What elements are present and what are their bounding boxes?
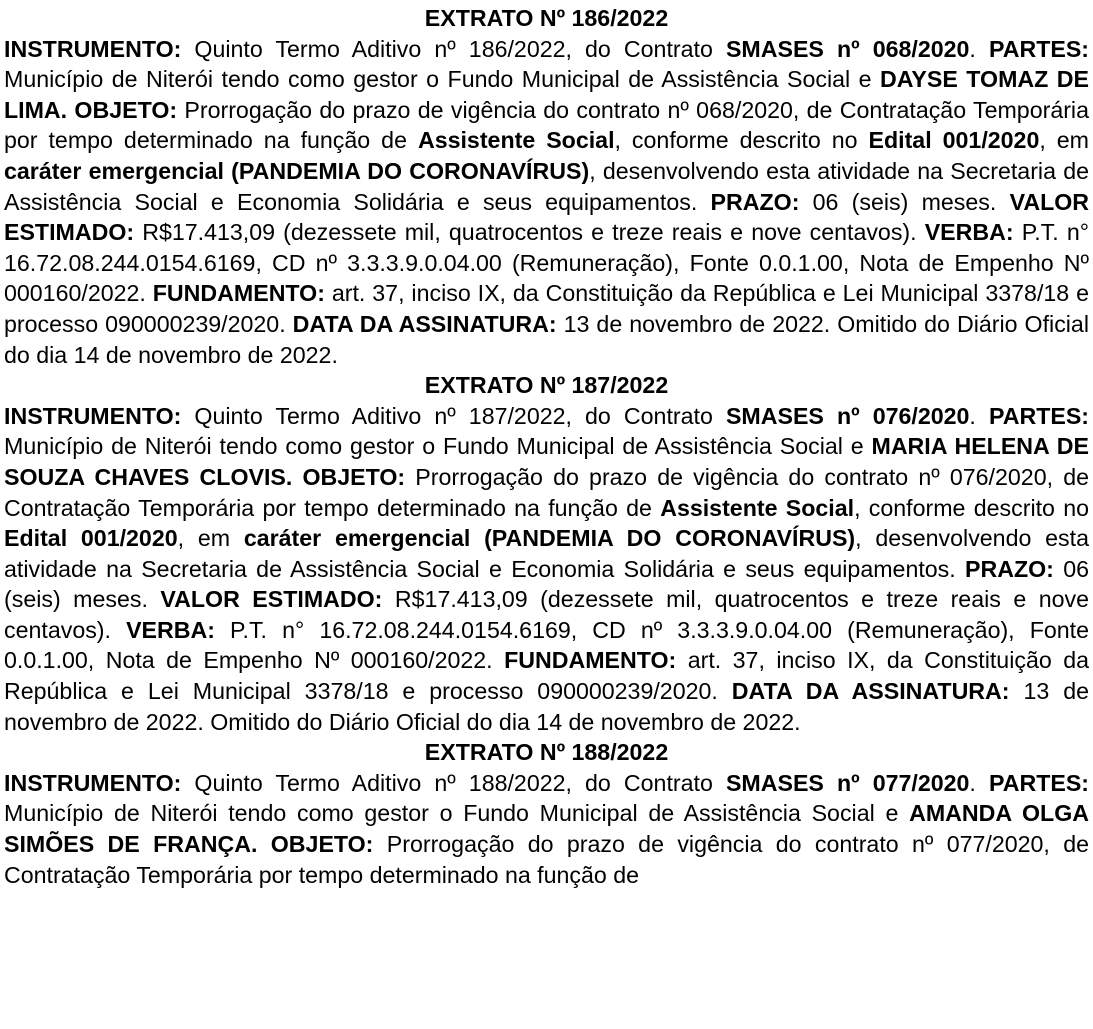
bold-text-run: Assistente Social (417, 127, 615, 154)
bold-text-run: Edital 001/2020 (4, 525, 178, 552)
bold-text-run: caráter emergencial (PANDEMIA DO CORONAVÍRUS) (4, 157, 590, 184)
text-run: Município de Niterói tendo como gestor o Fundo Municipal de Assistência Social e (4, 66, 881, 93)
bold-text-run: PARTES: (988, 769, 1090, 796)
extrato-187 (4, 370, 1089, 737)
bold-text-run: DATA DA ASSINATURA: (731, 678, 1010, 705)
text-run: , conforme descrito no (614, 127, 869, 154)
bold-text-run: Edital 001/2020 (868, 127, 1040, 154)
bold-text-run: SMASES nº 068/2020 (725, 35, 970, 62)
text-run: R$17.413,09 (dezessete mil, quatrocentos e treze reais e nove centavos). (134, 219, 925, 246)
text-run: , desenvolvendo esta atividade na Secretaria de Assistência Social e Economia Solidária e seus equipamentos. (4, 157, 1090, 215)
text-run: Município de Niterói tendo como gestor o Fundo Municipal de Assistência Social e (4, 800, 910, 827)
text-run: . (969, 769, 989, 796)
text-run: P.T. n° 16.72.08.244.0154.6169, CD nº 3.3.3.9.0.04.00 (Remuneração), Fonte 0.0.1.00, Nota de Empenho Nº 000160/2022. (4, 219, 1089, 307)
bold-text-run: MARIA HELENA DE SOUZA CHAVES CLOVIS. OBJETO: (4, 433, 1089, 490)
text-run: 13 de novembro de 2022. Omitido do Diário Oficial do dia 14 de novembro de 2022. (4, 678, 1089, 735)
bold-text-run: VALOR ESTIMADO: (160, 586, 383, 613)
text-run: , conforme descrito no (854, 494, 1090, 521)
bold-text-run: SMASES nº 076/2020 (725, 402, 970, 429)
text-run: P.T. n° 16.72.08.244.0154.6169, CD nº 3.3.3.9.0.04.00 (Remuneração), Fonte 0.0.1.00, Nota de Empenho Nº 000160/2022. (4, 616, 1090, 674)
text-run: R$17.413,09 (dezessete mil, quatrocentos e treze reais e nove centavos). (4, 586, 1089, 643)
bold-text-run: PARTES: (988, 35, 1090, 62)
bold-text-run: PRAZO: (965, 555, 1054, 582)
extrato-body (4, 401, 1089, 738)
extrato-title: EXTRATO Nº 186/2022 (424, 5, 669, 31)
text-run: . (969, 35, 989, 62)
extrato-188 (4, 737, 1089, 890)
bold-text-run: FUNDAMENTO: (504, 647, 677, 674)
bold-text-run: SMASES nº 077/2020 (725, 769, 970, 796)
extrato-title: EXTRATO Nº 188/2022 (424, 739, 669, 766)
bold-text-run: Assistente Social (660, 494, 855, 521)
text-run: Quinto Termo Aditivo nº 188/2022, do Contrato (181, 769, 726, 796)
text-run: Quinto Termo Aditivo nº 187/2022, do Contrato (181, 402, 726, 429)
extrato-body (4, 34, 1089, 371)
text-run: art. 37, inciso IX, da Constituição da República e Lei Municipal 3378/18 e processo 090000239/2020. (4, 280, 1089, 337)
bold-text-run: FUNDAMENTO: (152, 280, 325, 307)
extrato-186 (4, 3, 1089, 370)
bold-text-run: INSTRUMENTO: (4, 35, 182, 62)
bold-text-run: INSTRUMENTO: (4, 769, 182, 796)
text-run: 13 de novembro de 2022. Omitido do Diário Oficial do dia 14 de novembro de 2022. (4, 310, 1089, 368)
text-run: 06 (seis) meses. (799, 188, 1010, 215)
text-run: art. 37, inciso IX, da Constituição da República e Lei Municipal 3378/18 e processo 090000239/2020. (4, 647, 1089, 705)
bold-text-run: caráter emergencial (PANDEMIA DO CORONAVÍRUS) (243, 525, 856, 552)
bold-text-run: INSTRUMENTO: (4, 402, 182, 429)
text-run: , desenvolvendo esta atividade na Secretaria de Assistência Social e Economia Solidária e seus equipamentos. (4, 525, 1089, 582)
text-run: Prorrogação do prazo de vigência do contrato nº 077/2020, de Contratação Temporária por tempo determinado na função de (4, 831, 1089, 888)
bold-text-run: DAYSE TOMAZ DE LIMA. OBJETO: (4, 66, 1089, 123)
bold-text-run: DATA DA ASSINATURA: (292, 310, 557, 337)
text-run: Prorrogação do prazo de vigência do contrato nº 068/2020, de Contratação Temporária por tempo determinado na função de (4, 96, 1089, 154)
bold-text-run: PRAZO: (710, 188, 800, 215)
extrato-title: EXTRATO Nº 187/2022 (424, 372, 669, 399)
text-run: Município de Niterói tendo como gestor o Fundo Municipal de Assistência Social e (4, 433, 872, 460)
bold-text-run: PARTES: (988, 402, 1090, 429)
extrato-body (4, 768, 1089, 890)
text-run: , em (177, 525, 244, 552)
text-run: . (969, 402, 989, 429)
text-run: , em (1039, 127, 1089, 154)
bold-text-run: AMANDA OLGA SIMÕES DE FRANÇA. OBJETO: (4, 800, 1089, 858)
bold-text-run: VERBA: (924, 219, 1014, 246)
bold-text-run: VALOR ESTIMADO: (4, 188, 1090, 246)
text-run: Quinto Termo Aditivo nº 186/2022, do Contrato (181, 35, 726, 62)
text-run: 06 (seis) meses. (4, 555, 1089, 613)
bold-text-run: VERBA: (126, 616, 215, 643)
text-run: Prorrogação do prazo de vigência do contrato nº 076/2020, de Contratação Temporária por tempo determinado na função de (4, 463, 1089, 521)
